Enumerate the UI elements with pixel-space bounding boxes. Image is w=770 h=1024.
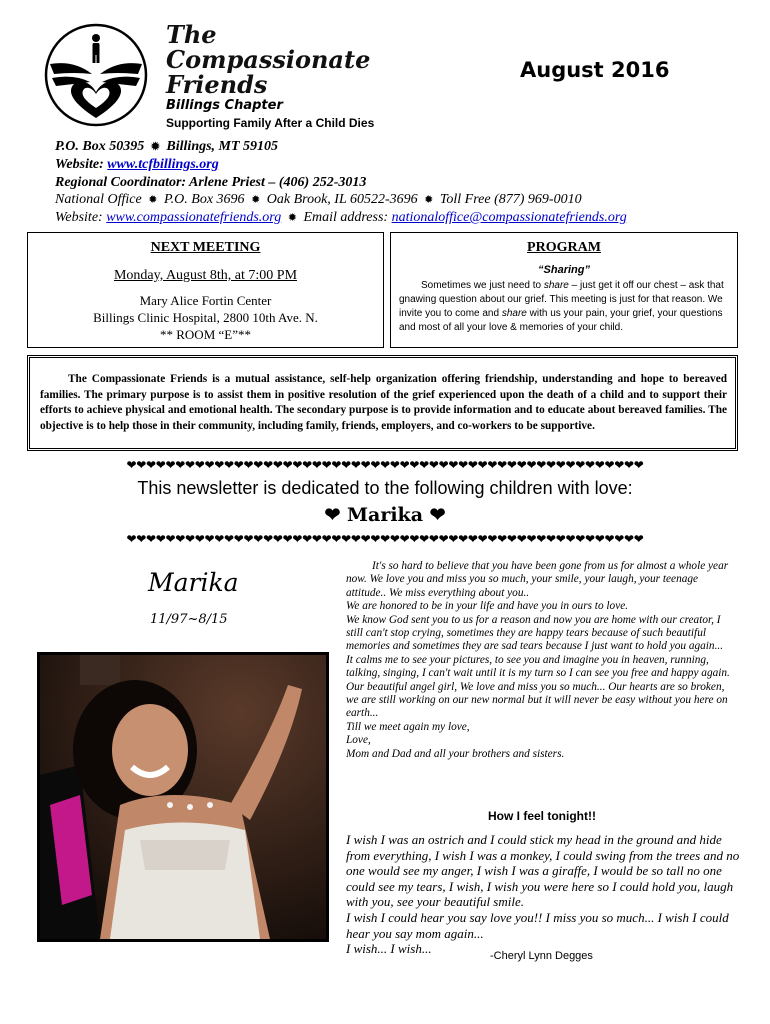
flower-icon: ✹ [287,212,297,224]
tribute-letter [346,560,738,761]
po-box: P.O. Box 50395 [55,139,145,154]
email-link[interactable]: nationaloffice@compassionatefriends.org [391,210,627,225]
program-desc-part1: Sometimes we just need to [421,280,544,291]
child-photo [37,652,329,942]
tagline: Supporting Family After a Child Dies [166,116,375,130]
flower-icon: ✹ [150,141,160,153]
poem-author: -Cheryl Lynn Degges [490,950,593,962]
next-meeting-box [27,232,384,348]
program-desc-em1: share [543,280,569,291]
dedication-text: This newsletter is dedicated to the following children with love: [137,478,633,498]
next-meeting-heading: NEXT MEETING [150,240,261,255]
national-office-label: National Office [55,192,142,207]
contact-line-1 [55,139,278,155]
tribute-paragraph: We are honored to be in your life and have you in ours to love. [346,600,629,613]
national-website-label: Website: [55,210,103,225]
chapter-name: Billings Chapter [166,98,283,113]
toll-free: Toll Free (877) 969-0010 [439,192,582,207]
child-dates: 11/97~8/15 [150,612,228,627]
organization-name [166,22,406,97]
org-name-line2: Compassionate [166,45,371,74]
tribute-paragraph: Love, [346,734,371,747]
tribute-paragraph: We know God sent you to us for a reason and now you are home with our creator, I still can't stop crying, sometimes they are happy tears because of such beautiful memories and sometimes they are sad tears because I just want to hold you again... [346,613,724,653]
program-desc-part2: – just get it off our chest – ask that gnawing question about our grief. This meeting is just for that reason. We invite you to come and [399,280,724,319]
email-label: Email address: [303,210,389,225]
tribute-paragraph: Till we meet again my love, [346,720,470,733]
website-label: Website: [55,157,104,172]
meeting-date: Monday, August 8th, at 7:00 PM [113,268,298,283]
contact-line-2 [55,157,219,173]
program-heading: PROGRAM [527,240,601,255]
flower-icon: ✹ [424,194,434,206]
website-link[interactable]: www.tcfbillings.org [107,157,219,172]
poem-line: I wish... I wish... [346,941,432,957]
meeting-location-2: Billings Clinic Hospital, 2800 10th Ave. N. [93,310,318,325]
mission-text: The Compassionate Friends is a mutual assistance, self-help organization offering friendship, understanding and hope to bereaved families. The primary purpose is to assist them in positive resolution of the grief experienced upon the death of a child and to support their efforts to achieve physical and emotional health. The secondary purpose is to provide information and to educate about bereaved families. The objective is to help those in their community, including family, friends, employers, and co-workers to be supportive. [40,373,727,432]
program-box [390,232,738,348]
flower-icon: ✹ [251,194,261,206]
national-po: P.O. Box 3696 [163,192,245,207]
organization-logo [44,22,148,128]
issue-date: August 2016 [520,58,670,82]
child-name: Marika [148,568,239,597]
meeting-location-1: Mary Alice Fortin Center [139,293,272,308]
tribute-paragraph: Mom and Dad and all your brothers and sisters. [346,747,565,760]
regional-coordinator: Regional Coordinator: Arlene Priest – (406) 252-3013 [55,175,367,190]
hearts-divider-bottom: ❤❤❤❤❤❤❤❤❤❤❤❤❤❤❤❤❤❤❤❤❤❤❤❤❤❤❤❤❤❤❤❤❤❤❤❤❤❤❤❤❤❤❤❤❤❤❤❤❤❤❤❤❤ [126,532,644,546]
city: Billings, MT 59105 [166,139,279,154]
program-desc-em2: share [501,308,527,319]
poem-line: I wish I could hear you say love you!! I miss you so much... I wish I could hear you say mom again... [346,909,729,941]
flower-icon: ✹ [148,194,158,206]
child-heading: ❤ Marika ❤ [324,504,446,526]
hearts-divider-top: ❤❤❤❤❤❤❤❤❤❤❤❤❤❤❤❤❤❤❤❤❤❤❤❤❤❤❤❤❤❤❤❤❤❤❤❤❤❤❤❤❤❤❤❤❤❤❤❤❤❤❤❤❤ [126,458,644,472]
contact-line-5 [55,210,627,226]
tribute-paragraph: It calms me to see your pictures, to see you and imagine you in heaven, running, talking, singing, I can't wait until it is my turn so I can see you free and happy again. [346,653,730,680]
poem-line: I wish I was an ostrich and I could stick my head in the ground and hide from everything, I wish I was a monkey, I could swing from the trees and no one would see my anger, I wish I was a giraffe, I would be so tall no one could see my tears, I wish, I wish you were here so I could hold you, laugh with you, see your beautiful smile. [346,832,740,910]
national-city: Oak Brook, IL 60522-3696 [266,192,418,207]
program-description [391,279,737,335]
poem [346,832,746,957]
org-name-line3: Friends [166,70,268,99]
tribute-paragraph: Our beautiful angel girl, We love and miss you so much... Our hearts are so broken, we are still working on our new normal but it will never be easy without you here on earth... [346,680,728,720]
mission-statement [27,355,738,451]
program-title: “Sharing” [538,264,590,276]
meeting-room: ** ROOM “E”** [160,327,251,342]
national-website-link[interactable]: www.compassionatefriends.org [106,210,282,225]
program-desc-part3: with us your pain, your grief, your questions and most of all your love & memories of your child. [399,308,723,333]
contact-line-4 [55,192,582,208]
org-name-line1: The [166,20,217,49]
poem-title: How I feel tonight!! [488,809,596,823]
tribute-paragraph: It's so hard to believe that you have been gone from us for almost a whole year now. We love you and miss you so much, your smile, your laugh, your teenage attitude.. We miss everything about you.. [346,560,729,599]
